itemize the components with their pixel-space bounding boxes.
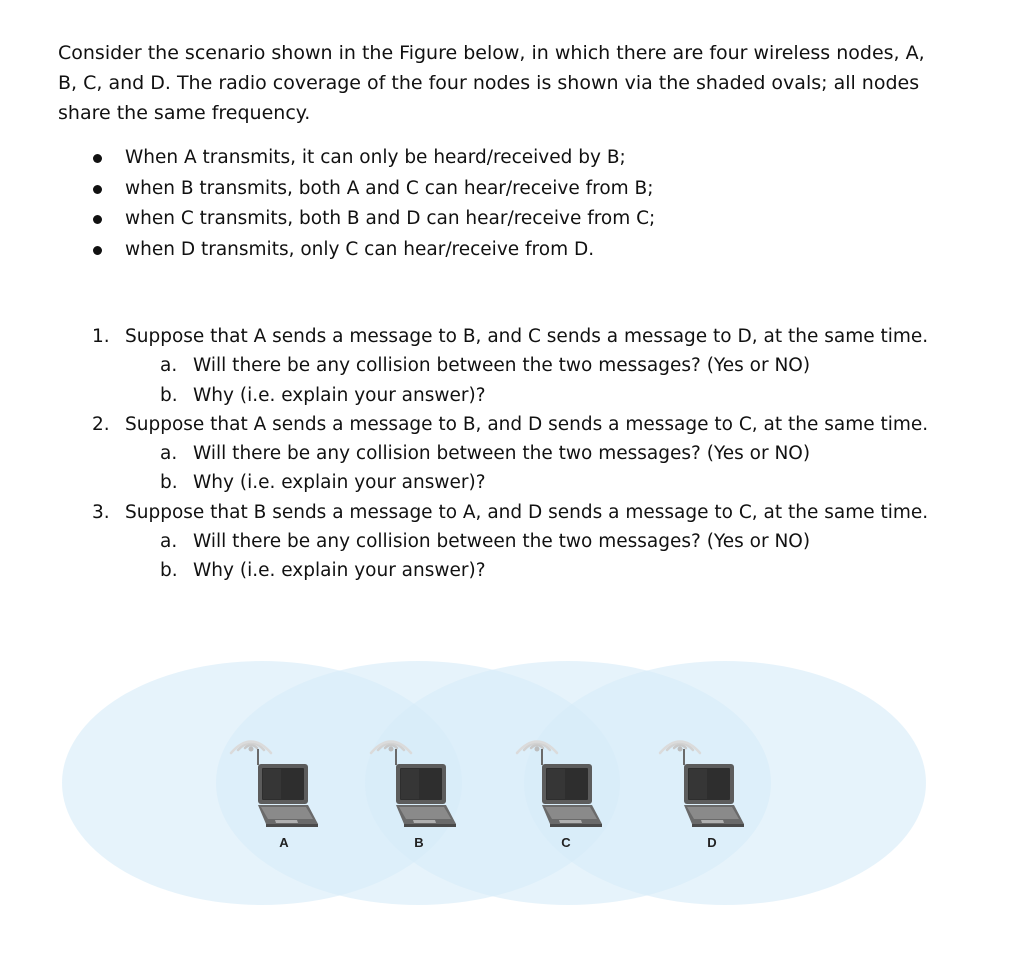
part-text: Will there be any collision between the two messages? (Yes or NO) bbox=[193, 355, 811, 377]
part-letter: a. bbox=[160, 443, 178, 465]
part-letter: a. bbox=[160, 531, 178, 553]
question-number: 2. bbox=[92, 413, 110, 435]
intro-paragraph: Consider the scenario shown in the Figure below, in which there are four wireless nodes, A, B, C, and D. The radio coverage of the four nodes is shown via the shaded ovals; all nodes share the same frequency. bbox=[58, 42, 925, 124]
node-label: C bbox=[561, 835, 571, 850]
part-letter: a. bbox=[160, 355, 178, 377]
part-text: Will there be any collision between the two messages? (Yes or NO) bbox=[193, 443, 811, 465]
part-text: Will there be any collision between the two messages? (Yes or NO) bbox=[193, 531, 811, 553]
part-letter: b. bbox=[160, 560, 178, 582]
question-text: Suppose that A sends a message to B, and C sends a message to D, at the same time. bbox=[125, 326, 929, 347]
part-text: Why (i.e. explain your answer)? bbox=[193, 560, 486, 582]
question-number: 1. bbox=[92, 326, 110, 347]
part-letter: b. bbox=[160, 472, 178, 494]
part-text: Why (i.e. explain your answer)? bbox=[193, 472, 486, 494]
question-number: 3. bbox=[92, 501, 110, 523]
question-text: Suppose that A sends a message to B, and D sends a message to C, at the same time. bbox=[125, 413, 929, 435]
list-item-text: when D transmits, only C can hear/receive from D. bbox=[125, 238, 595, 260]
list-item-text: when B transmits, both A and C can hear/receive from B; bbox=[125, 177, 654, 199]
node-label: B bbox=[414, 835, 424, 850]
list-item-text: When A transmits, it can only be heard/received by B; bbox=[125, 147, 626, 168]
part-letter: b. bbox=[160, 384, 178, 406]
node-label: A bbox=[279, 835, 289, 850]
part-text: Why (i.e. explain your answer)? bbox=[193, 384, 486, 406]
list-item-text: when C transmits, both B and D can hear/receive from C; bbox=[125, 208, 656, 229]
node-label: D bbox=[707, 835, 717, 850]
question-text: Suppose that B sends a message to A, and D sends a message to C, at the same time. bbox=[125, 501, 929, 523]
